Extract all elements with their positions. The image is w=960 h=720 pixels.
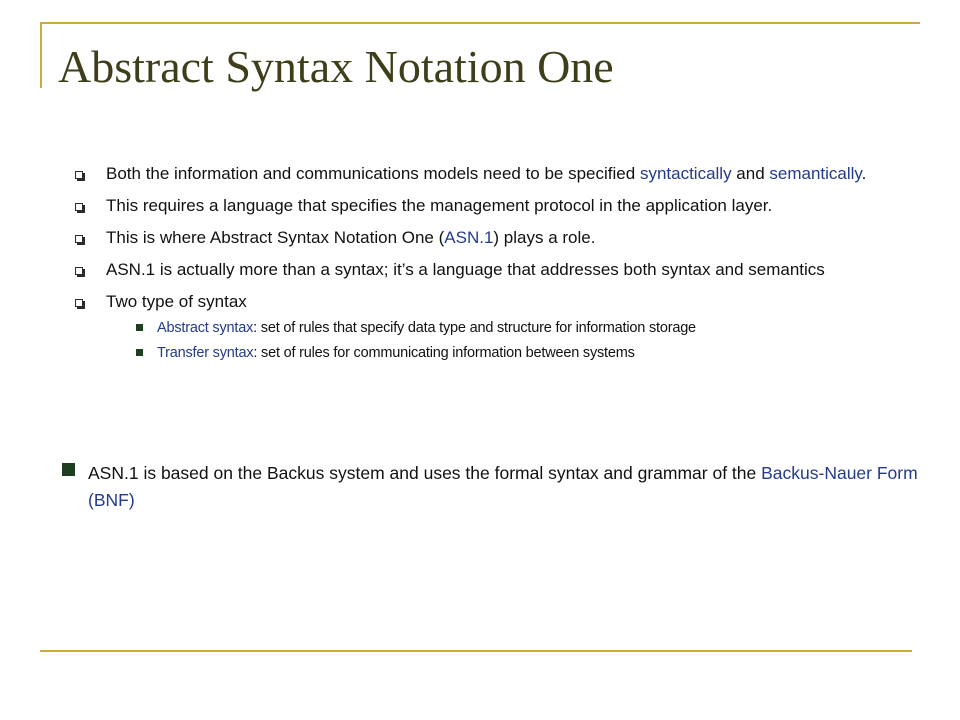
bullet-text	[106, 196, 772, 215]
main-point	[62, 460, 918, 514]
sub-bullet-item	[106, 344, 875, 362]
hollow-square-bullet-icon	[75, 171, 83, 179]
hollow-square-bullet-icon	[75, 235, 83, 243]
bullet-text	[106, 260, 825, 279]
bullet-text	[106, 292, 247, 311]
sub-bullet-text	[157, 345, 635, 361]
bullet-item	[75, 227, 875, 249]
bullet-item	[75, 291, 875, 362]
highlighted-term: semantically	[769, 164, 862, 183]
sub-bullet-list	[106, 319, 875, 362]
hollow-square-bullet-icon	[75, 299, 83, 307]
bullet-text	[106, 228, 595, 247]
square-bullet-icon	[136, 324, 143, 331]
text-segment: ) plays a role.	[493, 228, 596, 247]
text-segment: : set of rules for communicating information between systems	[253, 345, 635, 361]
text-segment: .	[861, 164, 867, 183]
highlighted-term: Backus-Nauer Form (BNF)	[88, 463, 918, 510]
bullet-item	[75, 163, 875, 185]
hollow-square-bullet-icon	[75, 267, 83, 275]
square-bullet-icon	[62, 463, 75, 476]
text-segment: This requires a language that specifies the management protocol in the application layer.	[106, 196, 773, 215]
bullet-list	[75, 163, 875, 372]
frame-left-rule	[40, 22, 42, 88]
sub-bullet-text	[157, 320, 696, 336]
bullet-text	[106, 164, 866, 183]
text-segment: Both the information and communications models need to be specified	[106, 164, 640, 183]
slide-title: Abstract Syntax Notation One	[58, 41, 614, 92]
text-segment: This is where Abstract Syntax Notation One (	[106, 228, 445, 247]
frame-bottom-rule	[40, 650, 912, 652]
text-segment: Two type of syntax	[106, 292, 247, 311]
text-segment: and	[731, 164, 770, 183]
highlighted-term: Abstract syntax	[157, 320, 254, 336]
text-segment: : set of rules that specify data type and structure for information storage	[253, 320, 696, 336]
bullet-item	[75, 195, 875, 217]
hollow-square-bullet-icon	[75, 203, 83, 211]
highlighted-term: Transfer syntax	[157, 345, 254, 361]
text-segment: ASN.1 is based on the Backus system and uses the formal syntax and grammar of the	[88, 463, 762, 483]
square-bullet-icon	[136, 349, 143, 356]
main-point-text	[88, 463, 918, 510]
sub-bullet-item	[106, 319, 875, 337]
highlighted-term: syntactically	[639, 164, 732, 183]
bullet-item	[75, 259, 875, 281]
highlighted-term: ASN.1	[444, 228, 494, 247]
frame-top-rule	[40, 22, 920, 24]
text-segment: ASN.1 is actually more than a syntax; it’s a language that addresses both syntax and semantics	[106, 260, 825, 279]
